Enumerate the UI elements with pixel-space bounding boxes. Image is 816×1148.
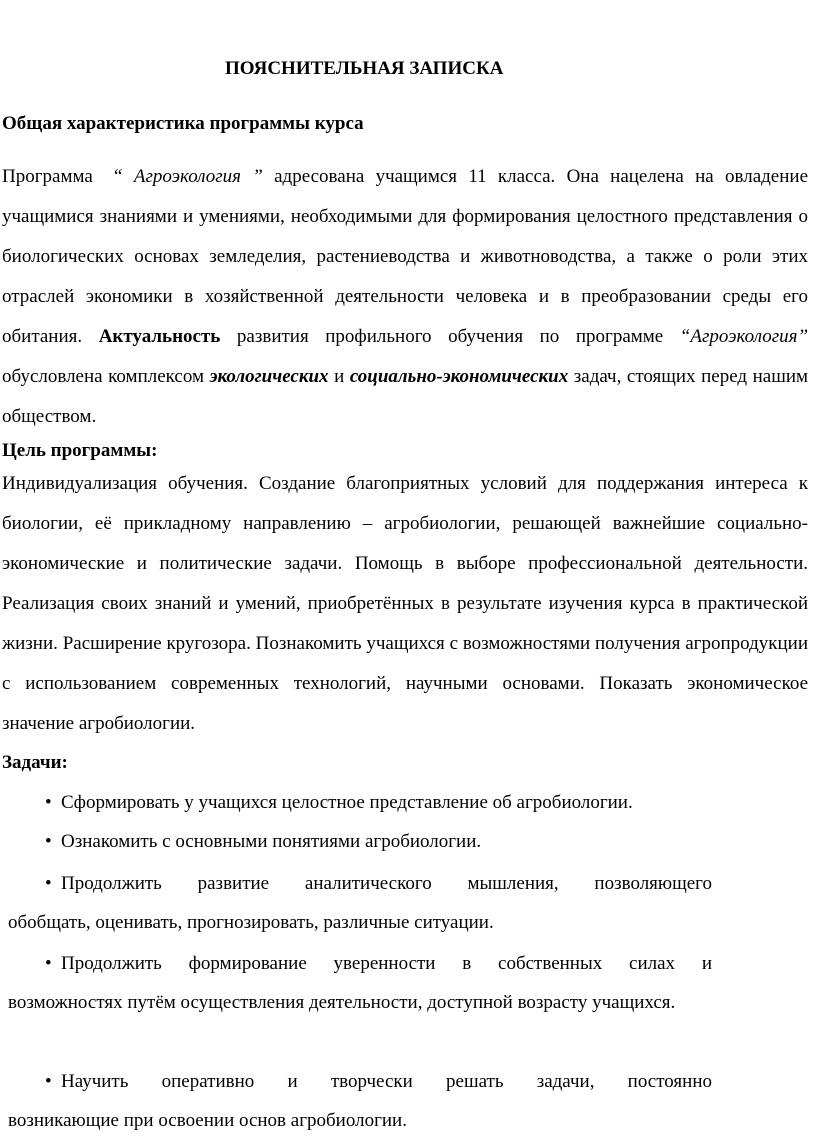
- bullet-icon: •: [45, 831, 52, 852]
- task-text: Научить оперативно и творчески решать задачи, постоянно: [61, 1071, 712, 1092]
- task-item: [8, 822, 712, 861]
- and-word: и: [334, 366, 345, 387]
- program-name-1: “ Агроэкология ”: [112, 166, 263, 187]
- tasks-heading: Задачи:: [2, 752, 68, 773]
- task-text: Ознакомить с основными понятиями агробиологии.: [61, 831, 482, 852]
- actuality-label: Актуальность: [98, 326, 221, 347]
- general-text-mid2: развития профильного обучения по программе: [236, 326, 664, 347]
- bullet-icon: •: [45, 873, 52, 894]
- task-item: [8, 864, 712, 942]
- general-text-end: задач, стоящих перед нашим обществом.: [2, 366, 809, 427]
- bullet-icon: •: [45, 792, 52, 813]
- task-text-continued: возникающие при освоении основ агробиологии.: [8, 1110, 407, 1131]
- general-paragraph: [2, 157, 808, 437]
- general-text-start: Программа: [2, 166, 93, 187]
- bullet-icon: •: [45, 953, 52, 974]
- task-text: Продолжить формирование уверенности в собственных силах и: [61, 953, 712, 974]
- program-name-2: “Агроэкология”: [679, 326, 809, 347]
- general-text-mid1: адресована учащимся 11 класса. Она нацелена на овладение учащимися знаниями и умениями, необходимыми для формирования целостного представления о биологических основах земледелия, растениеводства и животноводства, а также о роли этих отраслей экономики в хозяйственной деятельности человека и в преобразовании среды его обитания.: [2, 166, 809, 347]
- ecological-word: экологических: [209, 366, 329, 387]
- socio-economic-word: социально-экономических: [349, 366, 569, 387]
- task-text: Сформировать у учащихся целостное представление об агробиологии.: [61, 792, 633, 813]
- task-text-continued: возможностях путём осуществления деятельности, доступной возрасту учащихся.: [8, 992, 676, 1013]
- task-item: [8, 783, 712, 822]
- task-text-continued: обобщать, оценивать, прогнозировать, различные ситуации.: [8, 912, 494, 933]
- task-item: [8, 1062, 712, 1140]
- goal-paragraph: Индивидуализация обучения. Создание благоприятных условий для поддержания интереса к биологии, её прикладному направлению – агробиологии, решающей важнейшие социально-экономические и политические задачи. Помощь в выборе профессиональной деятельности. Реализация своих знаний и умений, приобретённых в результате изучения курса в практической жизни. Расширение кругозора. Познакомить учащихся с возможностями получения агропродукции с использованием современных технологий, научными основами. Показать экономическое значение агробиологии.: [2, 473, 808, 734]
- goal-heading: Цель программы:: [2, 440, 158, 461]
- bullet-icon: •: [45, 1071, 52, 1092]
- document-title: ПОЯСНИТЕЛЬНАЯ ЗАПИСКА: [225, 58, 504, 79]
- general-text-mid3: обусловлена комплексом: [2, 366, 205, 387]
- task-text: Продолжить развитие аналитического мышления, позволяющего: [61, 873, 712, 894]
- general-heading: Общая характеристика программы курса: [2, 113, 364, 134]
- task-item: [8, 944, 712, 1022]
